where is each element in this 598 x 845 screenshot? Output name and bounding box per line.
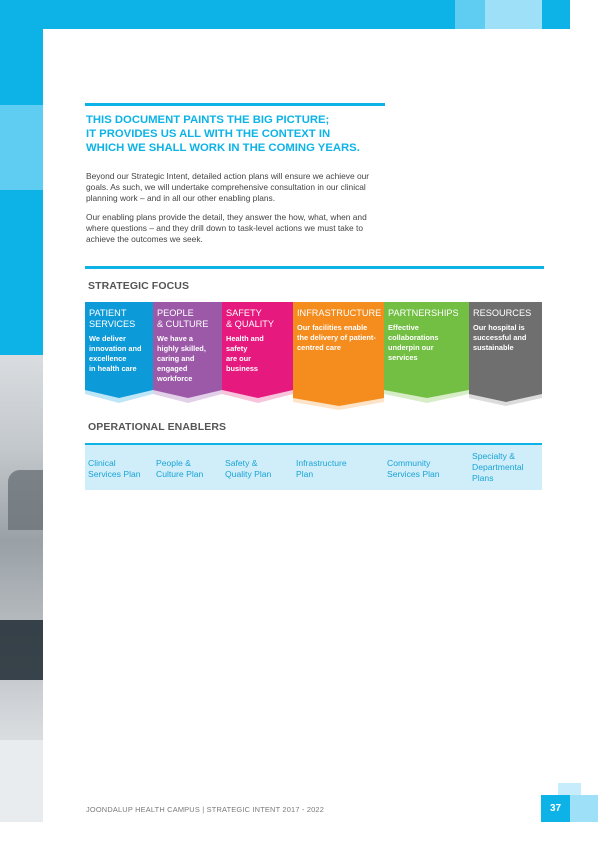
decor-square xyxy=(455,0,485,29)
decor-square xyxy=(570,795,598,822)
focus-description: Health and safety are our business xyxy=(226,334,264,373)
focus-partnerships xyxy=(384,302,469,412)
headline-line: IT PROVIDES US ALL WITH THE CONTEXT IN xyxy=(86,128,331,140)
headline xyxy=(86,113,386,155)
focus-people-culture xyxy=(153,302,222,412)
enabler-safety-quality-plan: Safety & Quality Plan xyxy=(225,458,272,479)
photo-detail xyxy=(0,740,43,822)
intro-paragraph: Beyond our Strategic Intent, detailed action plans will ensure we achieve our goals. As such, we will undertake comprehensive consultation in our clinical planning work – and in all our other enabling plans. xyxy=(86,171,370,203)
enabler-clinical-services-plan: Clinical Services Plan xyxy=(88,458,141,479)
focus-description: Effective collaborations underpin our services xyxy=(388,323,439,362)
enabler-people-culture-plan: People & Culture Plan xyxy=(156,458,204,479)
photo-detail xyxy=(0,620,43,680)
focus-description: We have a highly skilled, caring and engaged workforce xyxy=(157,334,206,383)
headline-line: THIS DOCUMENT PAINTS THE BIG PICTURE; xyxy=(86,114,330,126)
focus-resources xyxy=(469,302,542,412)
focus-title: PATIENT SERVICES xyxy=(89,308,136,329)
focus-title: RESOURCES xyxy=(473,308,532,318)
decor-square xyxy=(485,0,542,29)
focus-title: PEOPLE & CULTURE xyxy=(157,308,209,329)
focus-description: Our hospital is successful and sustainable xyxy=(473,323,527,352)
headline-rule xyxy=(85,103,385,106)
section-rule xyxy=(85,266,544,269)
focus-description: Our facilities enable the delivery of patient- centred care xyxy=(297,323,376,352)
focus-patient-services xyxy=(85,302,153,412)
enabling-plans-paragraph: Our enabling plans provide the detail, they answer the how, what, when and where questions – and they drill down to task-level actions we must take to achieve the outcomes we seek. xyxy=(86,212,367,244)
page-number: 37 xyxy=(541,795,570,822)
focus-infrastructure xyxy=(293,302,384,412)
enabler-infrastructure-plan: Infrastructure Plan xyxy=(296,458,347,479)
headline-line: WHICH WE SHALL WORK IN THE COMING YEARS. xyxy=(86,142,360,154)
photo-detail xyxy=(8,470,43,530)
hospital-photo xyxy=(0,355,43,822)
operational-enablers-title: OPERATIONAL ENABLERS xyxy=(88,421,227,433)
focus-title: INFRASTRUCTURE xyxy=(297,308,382,318)
strategic-focus-title: STRATEGIC FOCUS xyxy=(88,280,190,292)
enabler-specialty-departmental-plans: Specialty & Departmental Plans xyxy=(472,451,524,483)
enabler-community-services-plan: Community Services Plan xyxy=(387,458,440,479)
footer-text: JOONDALUP HEALTH CAMPUS | STRATEGIC INTENT 2017 - 2022 xyxy=(86,805,325,814)
decor-square xyxy=(0,105,43,190)
focus-description: We deliver innovation and excellence in health care xyxy=(89,334,142,373)
enablers-band xyxy=(85,443,542,490)
focus-safety-quality xyxy=(222,302,293,412)
focus-title: SAFETY & QUALITY xyxy=(226,308,274,329)
focus-title: PARTNERSHIPS xyxy=(388,308,459,318)
